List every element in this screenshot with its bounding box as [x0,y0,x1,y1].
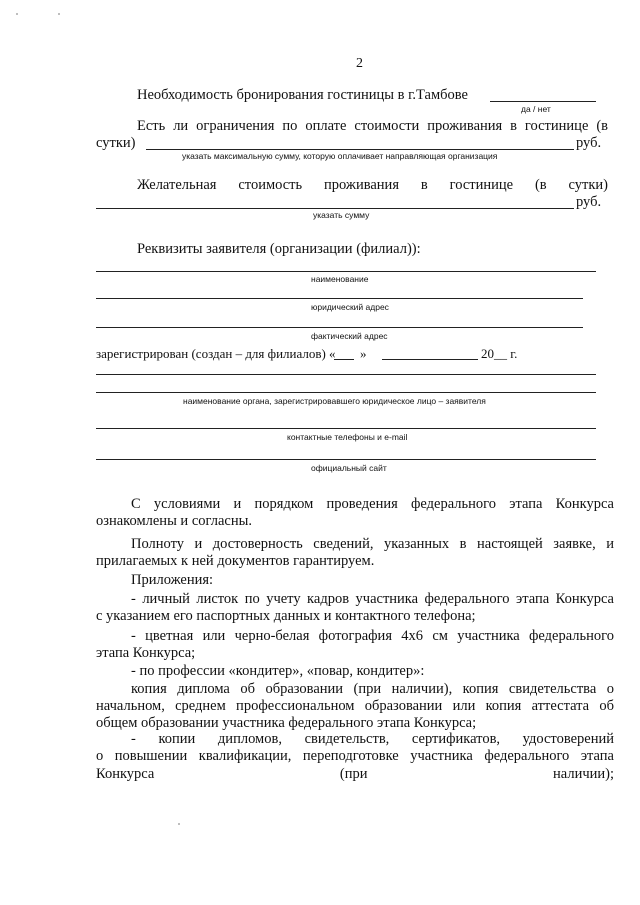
scan-speck [178,823,180,825]
hotel-booking-label: Необходимость бронирования гостиницы в г.Тамбове [137,87,468,103]
contacts-caption: контактные телефоны и e-mail [287,432,408,442]
hotel-desired-line1: Желательная стоимость проживания в гостинице (в сутки) [137,177,608,193]
guarantee-line1: Полноту и достоверность сведений, указанных в настоящей заявке, и [131,536,614,552]
registered-day-blank[interactable] [334,359,354,360]
hotel-desired-blank[interactable] [96,208,574,209]
website-field[interactable] [96,459,596,460]
hotel-limit-caption: указать максимальную сумму, которую оплачивает направляющая организация [182,151,498,161]
conditions-line2: ознакомлены и согласны. [96,513,252,529]
page-number: 2 [356,56,363,71]
attachment-4-line3: Конкурса (при наличии); [96,766,614,782]
attachment-1-line2: с указанием его паспортных данных и контактного телефона; [96,608,476,624]
attachment-4-line2: о повышении квалификации, переподготовке участника федерального этапа [96,748,614,764]
registered-label: зарегистрирован (создан – для филиалов) « [96,346,336,361]
hotel-limit-prefix: сутки) [96,135,136,151]
hotel-booking-caption: да / нет [521,104,551,114]
hotel-limit-rub: руб. [576,135,602,151]
attachment-3-line4: общем образовании участника федерального этапа Конкурса; [96,715,477,731]
registrar-field-line1[interactable] [96,374,596,375]
registered-month-blank[interactable] [382,359,478,360]
hotel-booking-blank[interactable] [490,101,596,102]
registrar-field-line2[interactable] [96,392,596,393]
attachment-3-line3: начальном, среднем профессиональном образовании или копия аттестата об [96,698,614,714]
attachment-3-line2: копия диплома об образовании (при наличии), копия свидетельства о [131,681,614,697]
registrar-caption: наименование органа, зарегистрировавшего юридическое лицо – заявителя [183,396,486,406]
attachment-4-line1: - копии дипломов, свидетельств, сертификатов, удостоверений [131,731,614,747]
scan-speck [58,13,60,15]
hotel-desired-caption: указать сумму [313,210,370,220]
hotel-desired-rub: руб. [576,194,602,210]
guarantee-line2: прилагаемых к ней документов гарантируем. [96,553,375,569]
actual-address-field[interactable] [96,327,583,328]
scan-speck [16,13,18,15]
registered-quote-close: » [360,346,367,361]
legal-address-caption: юридический адрес [311,302,389,312]
requisites-title: Реквизиты заявителя (организации (филиал)): [137,241,421,257]
actual-address-caption: фактический адрес [311,331,388,341]
hotel-limit-blank[interactable] [146,149,574,150]
attachments-title: Приложения: [131,572,214,588]
website-caption: официальный сайт [311,463,387,473]
legal-address-field[interactable] [96,298,583,299]
attachment-3-line1: - по профессии «кондитер», «повар, кондитер»: [131,663,425,679]
conditions-line1: С условиями и порядком проведения федерального этапа Конкурса [131,496,614,512]
org-name-field[interactable] [96,271,596,272]
hotel-limit-line1: Есть ли ограничения по оплате стоимости проживания в гостинице (в [137,118,608,134]
attachment-2-line2: этапа Конкурса; [96,645,196,661]
contacts-field[interactable] [96,428,596,429]
org-name-caption: наименование [311,274,369,284]
attachment-2-line1: - цветная или черно-белая фотография 4х6 см участника федерального [131,628,614,644]
attachment-1-line1: - личный листок по учету кадров участника федерального этапа Конкурса [131,591,614,607]
registered-year: 20__ г. [481,346,518,361]
